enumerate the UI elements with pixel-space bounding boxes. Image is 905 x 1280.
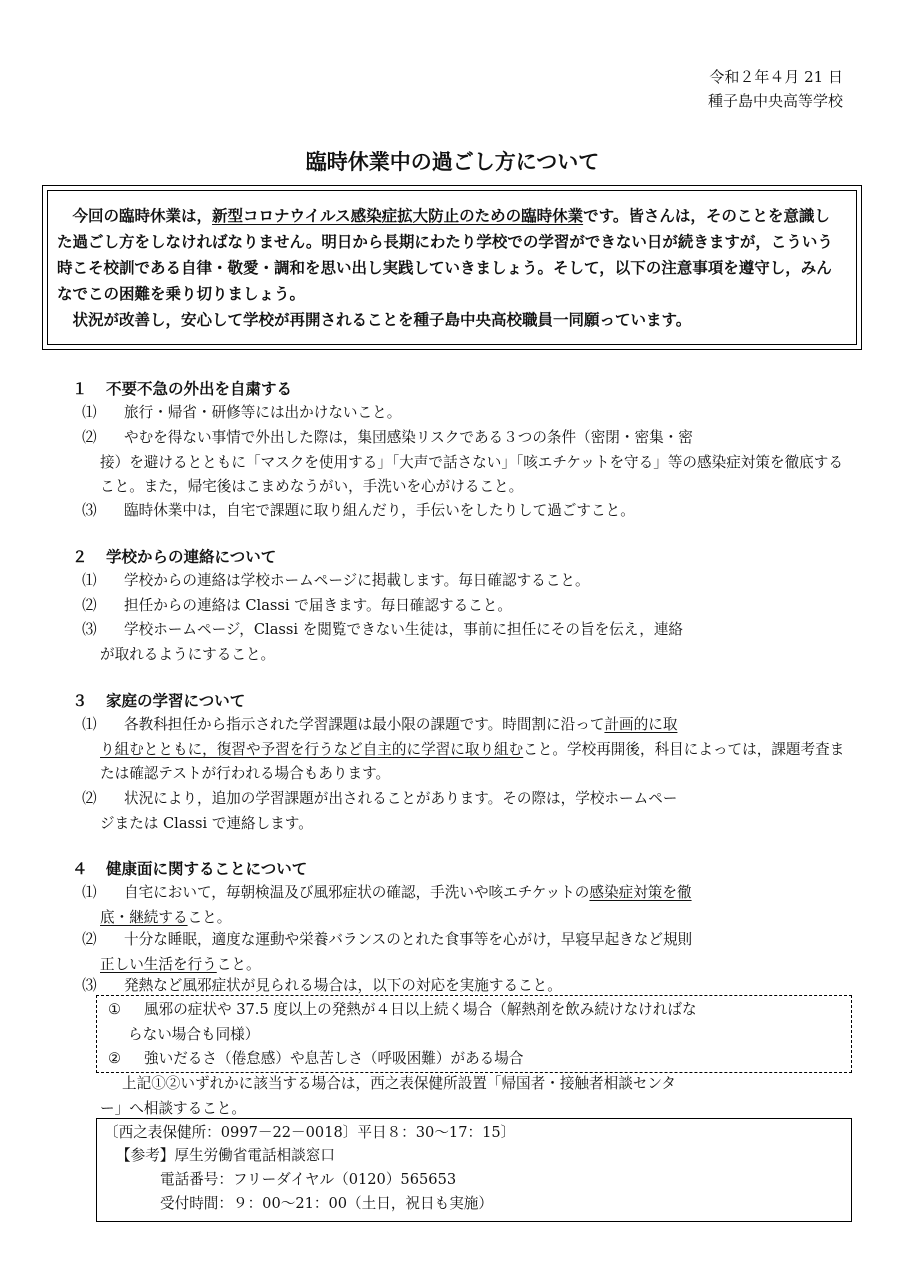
item-text-continued: 接）を避けるとともに「マスクを使用する」「大声で話さない」「咳エチケットを守る」等の感染症対策を徹底すること。また，帰宅後はこまめなうがい，手洗いを心がけること。 — [100, 453, 843, 495]
item-cont-underlined: 底・継続する — [100, 908, 188, 926]
item-marker: ⑶ — [82, 977, 97, 994]
item-text-continued: ジまたは Classi で連絡します。 — [100, 814, 313, 832]
phone-number: 電話番号：フリーダイヤル（0120）565653 — [160, 1171, 457, 1188]
item-text-start: 各教科担任から指示された学習課題は最小限の課題です。時間割に沿って — [124, 716, 605, 733]
section-2-title: 学校からの連絡について — [106, 548, 277, 566]
item-text: 発熱など風邪症状が見られる場合は，以下の対応を実施すること。 — [124, 977, 562, 994]
item-text-continued — [82, 738, 847, 787]
section-2-item-2 — [82, 594, 847, 619]
item-marker: ⑵ — [82, 597, 97, 614]
consult-note-continued: ー」へ相談すること。 — [100, 1099, 246, 1117]
item-marker: ⑴ — [82, 404, 97, 421]
item-marker: ⑵ — [82, 429, 97, 446]
item-text — [82, 713, 847, 738]
symptom-item-1 — [108, 998, 848, 1047]
section-1-number: １ — [72, 380, 88, 398]
consult-note — [100, 1072, 852, 1121]
section-1-heading — [72, 377, 292, 399]
intro-p1-start: 今回の臨時休業は， — [72, 207, 213, 225]
item-cont-rest: こと。 — [216, 955, 261, 973]
item-text: やむを得ない事情で外出した際は，集団感染リスクである３つの条件（密閉・密集・密 — [124, 429, 693, 446]
consult-note-text: 上記①②いずれかに該当する場合は，西之表保健所設置「帰国者・接触者相談センタ — [122, 1075, 676, 1092]
section-2-heading — [72, 545, 276, 567]
symptom-text: 風邪の症状や 37.5 度以上の発熱が４日以上続く場合（解熱剤を飲み続けなければな — [144, 1001, 697, 1018]
section-1-item-2 — [82, 426, 847, 500]
section-4-item-2 — [82, 928, 847, 977]
section-3-heading — [72, 689, 245, 711]
reception-hours: 受付時間：９：00～21：00（土日，祝日も実施） — [160, 1195, 493, 1212]
item-marker: ⑶ — [82, 502, 97, 519]
item-cont-underlined: り組むとともに，復習や予習を行うなど自主的に学習に取り組む — [100, 740, 524, 758]
symptom-marker: ① — [108, 1001, 122, 1018]
item-cont-rest: こと。 — [187, 908, 232, 926]
item-text-continued: が取れるようにすること。 — [100, 645, 276, 663]
section-2-item-1 — [82, 569, 847, 594]
reference-heading: 【参考】厚生労働省電話相談窓口 — [116, 1147, 335, 1164]
section-3-item-2 — [82, 787, 847, 836]
symptom-item-2 — [108, 1047, 848, 1072]
item-marker: ⑴ — [82, 884, 97, 901]
intro-paragraph-1 — [57, 203, 839, 307]
item-text-underlined: 感染症対策を徹 — [589, 884, 692, 901]
section-4-number: ４ — [72, 860, 88, 878]
section-4-item-1 — [82, 881, 847, 930]
item-text — [82, 881, 847, 906]
intro-paragraph-2: 状況が改善し，安心して学校が再開されることを種子島中央高校職員一同願っています。 — [72, 311, 692, 329]
section-3-title: 家庭の学習について — [106, 692, 246, 710]
item-text: 旅行・帰省・研修等には出かけないこと。 — [124, 404, 402, 421]
section-2-item-3 — [82, 618, 847, 667]
symptom-text: 強いだるさ（倦怠感）や息苦しさ（呼吸困難）がある場合 — [144, 1050, 524, 1067]
item-cont-underlined: 正しい生活を行う — [100, 955, 217, 973]
section-1-item-3 — [82, 499, 847, 524]
section-1-title: 不要不急の外出を自粛する — [106, 380, 293, 398]
item-text-underlined: 計画的に取 — [604, 716, 678, 733]
item-text: 状況により，追加の学習課題が出されることがあります。その際は，学校ホームペー — [124, 790, 678, 807]
item-text: 学校からの連絡は学校ホームページに掲載します。毎日確認すること。 — [124, 572, 590, 589]
symptom-marker: ② — [108, 1050, 122, 1067]
item-text: 十分な睡眠，適度な運動や栄養バランスのとれた食事等を心がけ，早寝早起きなど規則 — [124, 931, 693, 948]
item-marker: ⑶ — [82, 621, 97, 638]
school-name: 種子島中央高等学校 — [707, 92, 843, 110]
page-title: 臨時休業中の過ごし方について — [305, 150, 600, 174]
section-3-item-1 — [82, 713, 847, 787]
item-text-continued — [82, 906, 847, 931]
intro-box — [42, 185, 862, 350]
section-1-item-1 — [82, 401, 847, 426]
document-date: 令和２年４月 21 日 — [709, 68, 843, 86]
intro-text — [57, 203, 839, 333]
item-text: 臨時休業中は，自宅で課題に取り組んだり，手伝いをしたりして過ごすこと。 — [124, 502, 635, 519]
symptom-text-continued: らない場合も同様） — [128, 1025, 260, 1043]
item-text-start: 自宅において，毎朝検温及び風邪症状の確認，手洗いや咳エチケットの — [124, 884, 590, 901]
intro-p1-rest: です。皆さんは，そのことを意識した過ごし方をしなければなりません。明日から長期にわたり学校での学習ができない日が続きますが，こういう時こそ校訓である自律・敬愛・調和を思い出し実践していきましょう。そして，以下の注意事項を遵守し，みんなでこの困難を乗り切りましょう。 — [57, 207, 833, 303]
item-text: 学校ホームページ，Classi を閲覧できない生徒は，事前に担任にその旨を伝え，連絡 — [124, 621, 684, 638]
section-3-number: ３ — [72, 692, 88, 710]
item-text: 担任からの連絡は Classi で届きます。毎日確認すること。 — [124, 597, 512, 614]
health-center-contact: 〔西之表保健所：0997－22－0018〕平日８：30～17：15〕 — [104, 1124, 516, 1141]
item-marker: ⑴ — [82, 716, 97, 733]
item-marker: ⑵ — [82, 931, 97, 948]
section-4-title: 健康面に関することについて — [106, 860, 308, 878]
intro-p1-underlined: 新型コロナウイルス感染症拡大防止のための臨時休業 — [212, 207, 584, 225]
section-4-heading — [72, 857, 307, 879]
item-cont-rest: こと。学校再開後，科目によっては，課題考査または確認テストが行われる場合もあります。 — [100, 740, 845, 782]
section-2-number: ２ — [72, 548, 88, 566]
item-marker: ⑴ — [82, 572, 97, 589]
item-marker: ⑵ — [82, 790, 97, 807]
